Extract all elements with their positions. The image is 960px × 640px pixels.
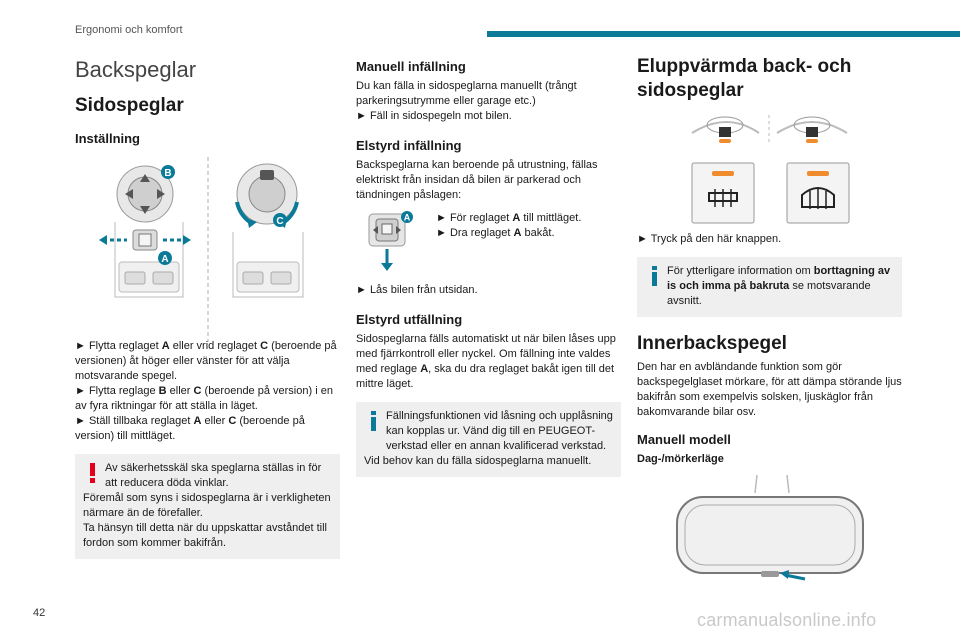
info-fold-text-2: Vid behov kan du fälla sidospeglarna manuellt. <box>364 455 592 467</box>
info-box-heated <box>637 257 902 317</box>
warning-text-3: Ta hänsyn till detta när du uppskattar avståndet till fordon som kommer bakifrån. <box>83 522 327 549</box>
callout-c: C <box>276 216 284 227</box>
column-1 <box>75 55 340 559</box>
running-header: Ergonomi och komfort <box>75 24 183 36</box>
step-1: ► Flytta reglaget A eller vrid reglaget C (beroende på versionen) åt höger eller vänster för att välja motsvarande spegel. <box>75 340 337 382</box>
manual-fold-heading: Manuell infällning <box>356 59 466 74</box>
mirror-control-illustration <box>75 152 340 352</box>
unfold-heading: Elstyrd utfällning <box>356 312 463 327</box>
info-box-fold <box>356 402 621 477</box>
manual-fold-step: ► Fäll in sidospegeln mot bilen. <box>356 110 512 122</box>
callout-b: B <box>164 168 172 179</box>
heated-mirrors-heading: Eluppvärmda back- och sidospeglar <box>637 56 852 101</box>
callout-a: A <box>161 254 169 265</box>
section-title: Sidospeglar <box>75 95 184 116</box>
electric-fold-heading: Elstyrd infällning <box>356 138 462 153</box>
warning-text-2: Föremål som syns i sidospeglarna är i verkligheten närmare än de förefaller. <box>83 492 331 519</box>
step-3: ► Ställ tillbaka reglaget A eller C (beroende på version) till mittläget. <box>75 415 305 442</box>
page-title: Backspeglar <box>75 57 197 82</box>
electric-fold-text: Backspeglarna kan beroende på utrustning, fällas elektriskt från insidan då bilen är parkerad och tändningen påslagen: <box>356 159 598 201</box>
unfold-text: Sidospeglarna fälls automatiskt ut när bilen låses upp med fjärrkontroll eller nyckel. Om fällning inte valdes med reglage A, ska du dra reglaget bakåt igen till det mittre läget. <box>356 333 616 390</box>
heated-mirror-figure <box>637 113 902 225</box>
info-fold-text-1: Fällningsfunktionen vid låsning och upplåsning kan kopplas ur. Vänd dig till en PEUGEOT-verkstad eller en annan kvalificerad verkstad. <box>386 410 613 452</box>
defrost-buttons-illustration <box>637 113 902 225</box>
info-icon <box>647 265 663 287</box>
inner-mirror-text: Den har en avbländande funktion som gör backspegelglaset mörkare, för att dämpa störande ljus bakifrån som exempelvis solsken, ljuskäglor från bakomvarande bilar osv. <box>637 361 902 418</box>
step-2: ► Flytta reglage B eller C (beroende på version) i en av fyra riktningar för att ställa in läget. <box>75 385 333 412</box>
header-accent-bar <box>487 31 960 37</box>
warning-text-1: Av säkerhetsskäl ska speglarna ställas in för att reducera döda vinklar. <box>105 462 322 489</box>
warning-exclamation-icon <box>85 462 101 484</box>
manual-model-heading: Manuell modell <box>637 432 731 447</box>
lock-step: ► Lås bilen från utsidan. <box>356 284 478 296</box>
page-number: 42 <box>33 607 46 619</box>
column-2 <box>356 55 621 477</box>
watermark: carmanualsonline.info <box>697 610 877 630</box>
column-3 <box>637 55 902 585</box>
adjust-steps <box>75 339 340 444</box>
mirror-adjust-figure <box>75 152 340 352</box>
subsection-title: Inställning <box>75 131 140 146</box>
electric-fold-block <box>356 209 621 275</box>
fold-switch-illustration <box>364 209 424 275</box>
rear-mirror-figure <box>637 467 902 585</box>
day-night-label: Dag-/mörkerläge <box>637 453 724 465</box>
fold-callout-a: A <box>403 212 411 223</box>
electric-step-2: ► Dra reglaget A bakåt. <box>436 227 555 239</box>
warning-box <box>75 454 340 559</box>
inner-mirror-heading: Innerbackspegel <box>637 333 787 354</box>
heated-step: ► Tryck på den här knappen. <box>637 233 782 245</box>
electric-step-1: ► För reglaget A till mittläget. <box>436 212 582 224</box>
info-heated-text: För ytterligare information om borttagning av is och imma på bakruta se motsvarande avsnitt. <box>667 265 891 307</box>
rear-mirror-illustration <box>637 467 902 585</box>
manual-fold-text: Du kan fälla in sidospeglarna manuellt (trångt parkeringsutrymme eller garage etc.) <box>356 80 577 107</box>
info-icon <box>366 410 382 432</box>
